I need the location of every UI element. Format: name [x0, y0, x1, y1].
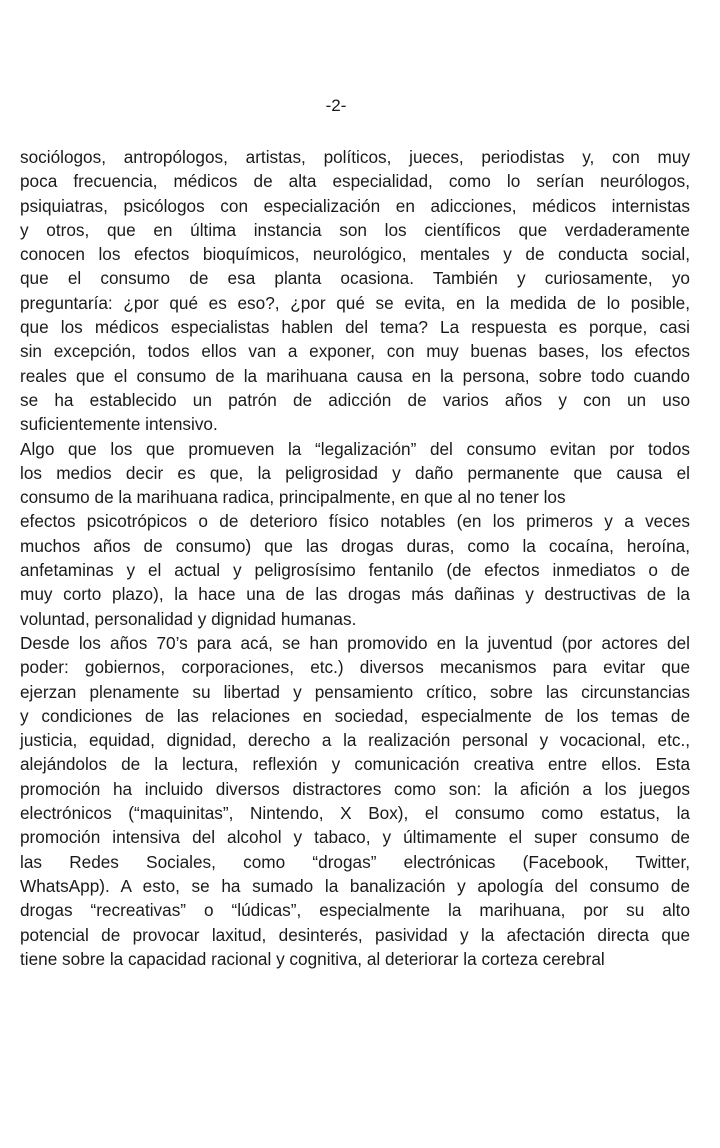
- text-line: y otros, que en última instancia son los científicos que verdaderamente: [20, 219, 690, 240]
- text-line: consumo de la marihuana radica, principalmente, en que al no tener los: [20, 487, 566, 508]
- paragraph-2: [20, 437, 690, 631]
- text-line: Desde los años 70’s para acá, se han promovido en la juventud (por actores del: [20, 632, 690, 653]
- text-line: promoción ha incluido diversos distractores como son: la afición a los juegos: [20, 778, 690, 799]
- text-line: muchos años de consumo) que las drogas duras, como la cocaína, heroína,: [20, 535, 690, 556]
- text-line: reales que el consumo de la marihuana causa en la persona, sobre todo cuando: [20, 365, 690, 386]
- text-line: poder: gobiernos, corporaciones, etc.) diversos mecanismos para evitar que: [20, 657, 690, 678]
- text-line: potencial de provocar laxitud, desinterés, pasividad y la afectación directa que: [20, 924, 690, 945]
- text-line: las Redes Sociales, como “drogas” electrónicas (Facebook, Twitter,: [20, 851, 690, 872]
- body-text: [20, 145, 690, 971]
- text-line: WhatsApp). A esto, se ha sumado la banalización y apología del consumo de: [20, 875, 690, 896]
- text-line: anfetaminas y el actual y peligrosísimo fentanilo (de efectos inmediatos o de: [20, 560, 690, 581]
- text-line: alejándolos de la lectura, reflexión y comunicación creativa entre ellos. Esta: [20, 754, 690, 775]
- text-line: tiene sobre la capacidad racional y cognitiva, al deteriorar la corteza cerebral: [20, 948, 605, 969]
- text-line: ejerzan plenamente su libertad y pensamiento crítico, sobre las circunstancias: [20, 681, 690, 702]
- text-line: efectos psicotrópicos o de deterioro físico notables (en los primeros y a veces: [20, 511, 690, 532]
- text-line: psiquiatras, psicólogos con especialización en adicciones, médicos internistas: [20, 195, 690, 216]
- text-line: sin excepción, todos ellos van a exponer, con muy buenas bases, los efectos: [20, 341, 690, 362]
- text-line: poca frecuencia, médicos de alta especialidad, como lo serían neurólogos,: [20, 171, 690, 192]
- text-line: promoción intensiva del alcohol y tabaco, y últimamente el super consumo de: [20, 827, 690, 848]
- text-line: sociólogos, antropólogos, artistas, políticos, jueces, periodistas y, con muy: [20, 147, 690, 167]
- text-line: muy corto plazo), la hace una de las drogas más dañinas y destructivas de la: [20, 584, 690, 605]
- text-line: que el consumo de esa planta ocasiona. También y curiosamente, yo: [20, 268, 690, 289]
- paragraph-1: [20, 145, 690, 437]
- page-number: -2-: [325, 96, 347, 115]
- text-line: justicia, equidad, dignidad, derecho a la realización personal y vocacional, etc.,: [20, 730, 690, 751]
- text-line: los medios decir es que, la peligrosidad y daño permanente que causa el: [20, 462, 690, 483]
- text-line: voluntad, personalidad y dignidad humanas.: [20, 608, 357, 629]
- text-line: y condiciones de las relaciones en sociedad, especialmente de los temas de: [20, 705, 690, 726]
- text-line: se ha establecido un patrón de adicción de varios años y con un uso: [20, 389, 690, 410]
- text-line: drogas “recreativas” o “lúdicas”, especialmente la marihuana, por su alto: [20, 900, 690, 921]
- text-line: suficientemente intensivo.: [20, 414, 218, 435]
- text-line: que los médicos especialistas hablen del tema? La respuesta es porque, casi: [20, 317, 690, 338]
- text-line: electrónicos (“maquinitas”, Nintendo, X Box), el consumo como estatus, la: [20, 803, 690, 824]
- text-line: preguntaría: ¿por qué es eso?, ¿por qué se evita, en la medida de lo posible,: [20, 292, 690, 313]
- text-line: conocen los efectos bioquímicos, neurológico, mentales y de conducta social,: [20, 244, 690, 265]
- text-line: Algo que los que promueven la “legalización” del consumo evitan por todos: [20, 438, 690, 459]
- paragraph-3: [20, 631, 690, 971]
